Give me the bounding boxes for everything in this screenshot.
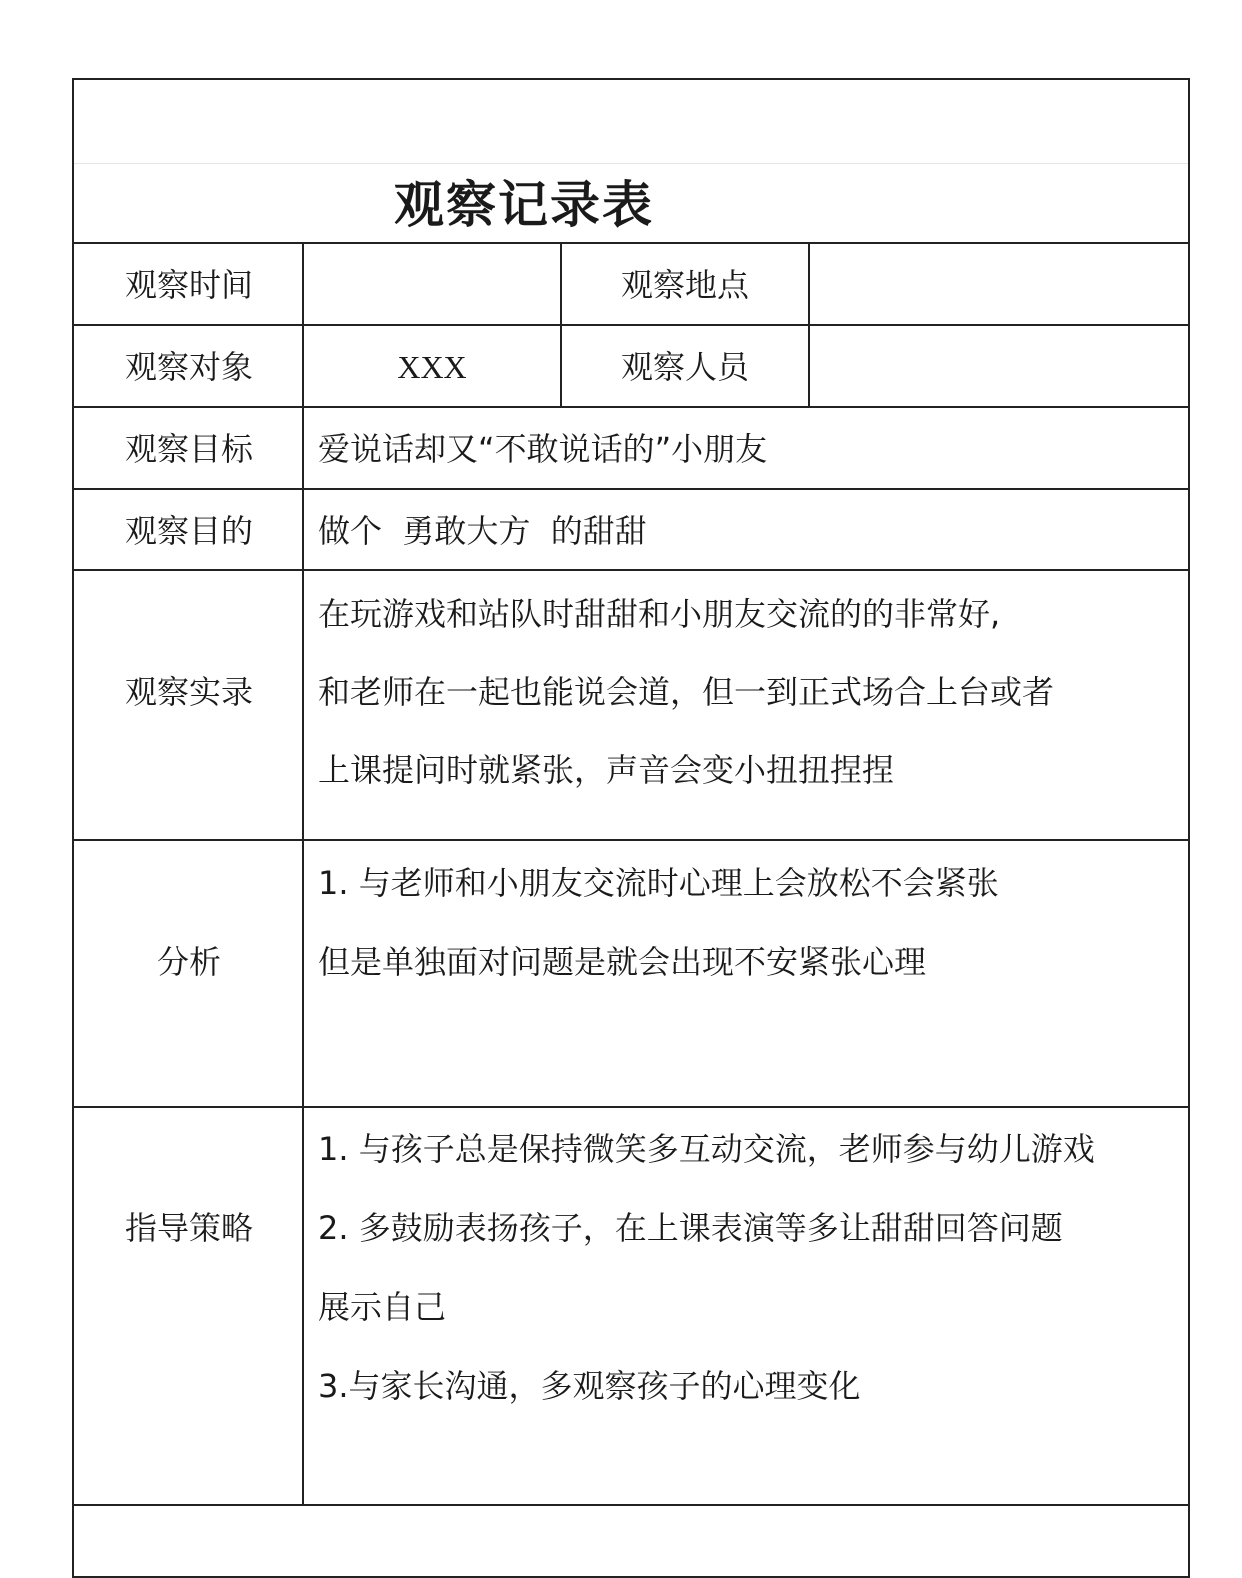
record-line: 上课提问时就紧张，声音会变小扭扭捏捏 [318,751,895,789]
observation-record-form [72,78,1190,1578]
divider-row-1 [74,324,1188,326]
divider-row-4 [74,569,1188,571]
strategy-line: 2. 多鼓励表扬孩子，在上课表演等多让甜甜回答问题 [318,1209,1063,1247]
form-title: 观察记录表 [394,176,654,234]
strategy-line: 1. 与孩子总是保持微笑多互动交流，老师参与幼儿游戏 [318,1130,1095,1168]
strategy-line: 3.与家长沟通，多观察孩子的心理变化 [318,1367,861,1405]
time-label: 观察时间 [124,266,253,304]
divider-row-3 [74,488,1188,490]
divider-right-column [808,242,810,406]
place-label: 观察地点 [620,266,749,304]
analysis-label: 分析 [156,943,221,981]
record-label: 观察实录 [124,673,253,711]
purpose-label: 观察目的 [124,512,253,550]
divider-row-5 [74,839,1188,841]
faint-divider [74,163,1188,164]
divider-row-7 [74,1504,1188,1506]
analysis-line: 1. 与老师和小朋友交流时心理上会放松不会紧张 [318,864,999,902]
goal-label: 观察目标 [124,430,253,468]
divider-title-bottom [74,242,1188,244]
record-line: 和老师在一起也能说会道，但一到正式场合上台或者 [318,673,1055,711]
subject-value[interactable]: XXX [397,349,467,385]
subject-label: 观察对象 [124,348,253,386]
analysis-line: 但是单独面对问题是就会出现不安紧张心理 [318,943,927,981]
purpose-value[interactable]: 做个 勇敢大方 的甜甜 [318,512,647,550]
divider-row-2 [74,406,1188,408]
goal-value[interactable]: 爱说话却又“不敢说话的”小朋友 [318,430,768,468]
strategy-label: 指导策略 [124,1209,253,1247]
strategy-line: 展示自己 [318,1288,447,1326]
divider-row-6 [74,1106,1188,1108]
observer-label: 观察人员 [620,348,749,386]
record-line: 在玩游戏和站队时甜甜和小朋友交流的的非常好, [318,595,1001,633]
